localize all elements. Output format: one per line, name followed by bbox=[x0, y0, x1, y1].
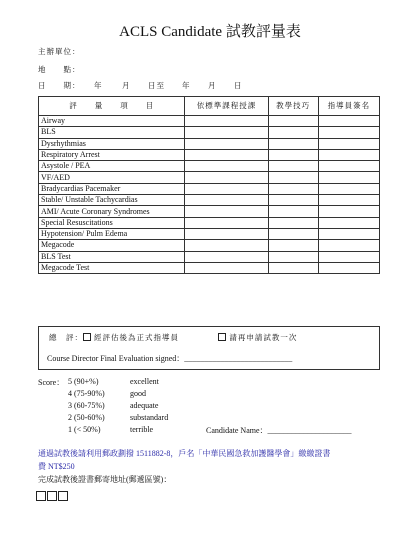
table-row bbox=[39, 138, 380, 149]
date-day-start: 日至 bbox=[148, 81, 165, 90]
row-item-label: Hypotension/ Pulm Edema bbox=[39, 228, 185, 239]
row-item-label: BLS Test bbox=[39, 251, 185, 262]
header-item: 評 量 項 目 bbox=[39, 97, 185, 116]
standard-cell[interactable] bbox=[185, 127, 268, 138]
row-item-label: Stable/ Unstable Tachycardias bbox=[39, 195, 185, 206]
postal-box-3[interactable] bbox=[58, 491, 68, 501]
postal-code-boxes[interactable] bbox=[36, 486, 69, 505]
score-range: 3 (60-75%) bbox=[68, 401, 105, 410]
score-range: 5 (90+%) bbox=[68, 377, 99, 386]
row-item-label: Bradycardias Pacemaker bbox=[39, 183, 185, 194]
table-row bbox=[39, 127, 380, 138]
postal-box-1[interactable] bbox=[36, 491, 46, 501]
score-desc: good bbox=[130, 389, 146, 398]
table-row bbox=[39, 217, 380, 228]
skill-cell[interactable] bbox=[268, 183, 318, 194]
signature-cell[interactable] bbox=[318, 217, 379, 228]
standard-cell[interactable] bbox=[185, 172, 268, 183]
table-row bbox=[39, 183, 380, 194]
table-row bbox=[39, 172, 380, 183]
score-range: 4 (75-90%) bbox=[68, 389, 105, 398]
standard-cell[interactable] bbox=[185, 116, 268, 127]
retry-checkbox[interactable] bbox=[218, 333, 226, 341]
signature-cell[interactable] bbox=[318, 116, 379, 127]
signature-cell[interactable] bbox=[318, 138, 379, 149]
final-evaluation-box bbox=[38, 326, 380, 370]
score-desc: excellent bbox=[130, 377, 159, 386]
pass-label: 經評估後為正式指導員 bbox=[94, 333, 179, 342]
skill-cell[interactable] bbox=[268, 217, 318, 228]
skill-cell[interactable] bbox=[268, 251, 318, 262]
signature-cell[interactable] bbox=[318, 172, 379, 183]
table-row bbox=[39, 161, 380, 172]
standard-cell[interactable] bbox=[185, 228, 268, 239]
standard-cell[interactable] bbox=[185, 138, 268, 149]
date-label: 日 期： bbox=[38, 81, 81, 90]
standard-cell[interactable] bbox=[185, 217, 268, 228]
standard-cell[interactable] bbox=[185, 240, 268, 251]
score-range: 2 (50-60%) bbox=[68, 413, 105, 422]
signature-cell[interactable] bbox=[318, 149, 379, 160]
table-row bbox=[39, 206, 380, 217]
date-month-end: 月 bbox=[208, 81, 217, 90]
header-skill: 教學技巧 bbox=[268, 97, 318, 116]
standard-cell[interactable] bbox=[185, 195, 268, 206]
signature-cell[interactable] bbox=[318, 251, 379, 262]
payment-notice-line1: 通過試教後請利用郵政劃撥 1511882-8，戶名「中華民國急救加護醫學會」繳繳證書 bbox=[38, 449, 331, 458]
postal-box-2[interactable] bbox=[47, 491, 57, 501]
table-row bbox=[39, 240, 380, 251]
payment-notice-line2: 費 NT$250 bbox=[38, 462, 75, 471]
evaluation-label: 總 評： bbox=[49, 333, 83, 342]
table-row bbox=[39, 116, 380, 127]
signature-cell[interactable] bbox=[318, 161, 379, 172]
skill-cell[interactable] bbox=[268, 262, 318, 273]
standard-cell[interactable] bbox=[185, 161, 268, 172]
skill-cell[interactable] bbox=[268, 161, 318, 172]
signature-cell[interactable] bbox=[318, 206, 379, 217]
organizer-text: 主辦單位： bbox=[38, 47, 81, 56]
signature-cell[interactable] bbox=[318, 195, 379, 206]
table-row bbox=[39, 228, 380, 239]
skill-cell[interactable] bbox=[268, 228, 318, 239]
evaluation-table bbox=[38, 96, 380, 274]
table-row bbox=[39, 195, 380, 206]
row-item-label: Airway bbox=[39, 116, 185, 127]
standard-cell[interactable] bbox=[185, 149, 268, 160]
signature-cell[interactable] bbox=[318, 127, 379, 138]
row-item-label: Dysrhythmias bbox=[39, 138, 185, 149]
pass-checkbox[interactable] bbox=[83, 333, 91, 341]
date-year-end: 年 bbox=[182, 81, 191, 90]
row-item-label: Megacode bbox=[39, 240, 185, 251]
row-item-label: Megacode Test bbox=[39, 262, 185, 273]
table-row bbox=[39, 251, 380, 262]
skill-cell[interactable] bbox=[268, 172, 318, 183]
address-label: 完成試教後證書郵寄地址(郵遞區號)： bbox=[38, 475, 172, 484]
date-year-start: 年 bbox=[94, 81, 103, 90]
standard-cell[interactable] bbox=[185, 183, 268, 194]
table-row bbox=[39, 149, 380, 160]
standard-cell[interactable] bbox=[185, 206, 268, 217]
retry-label: 請再申請試教一次 bbox=[229, 333, 298, 342]
skill-cell[interactable] bbox=[268, 138, 318, 149]
row-item-label: Respiratory Arrest bbox=[39, 149, 185, 160]
row-item-label: AMI/ Acute Coronary Syndromes bbox=[39, 206, 185, 217]
skill-cell[interactable] bbox=[268, 195, 318, 206]
skill-cell[interactable] bbox=[268, 206, 318, 217]
score-range: 1 (< 50%) bbox=[68, 425, 101, 434]
signature-cell[interactable] bbox=[318, 183, 379, 194]
score-desc: adequate bbox=[130, 401, 159, 410]
header-standard: 依標準課程授課 bbox=[185, 97, 268, 116]
evaluation-options bbox=[49, 332, 297, 343]
standard-cell[interactable] bbox=[185, 251, 268, 262]
location-text: 地 點： bbox=[38, 65, 81, 74]
score-desc: terrible bbox=[130, 425, 154, 434]
table-row bbox=[39, 262, 380, 273]
standard-cell[interactable] bbox=[185, 262, 268, 273]
skill-cell[interactable] bbox=[268, 240, 318, 251]
signature-cell[interactable] bbox=[318, 228, 379, 239]
skill-cell[interactable] bbox=[268, 116, 318, 127]
date-month-start: 月 bbox=[122, 81, 131, 90]
skill-cell[interactable] bbox=[268, 127, 318, 138]
header-signature: 指導員簽名 bbox=[318, 97, 379, 116]
page-title: ACLS Candidate 試教評量表 bbox=[119, 24, 301, 40]
score-desc: substandard bbox=[130, 413, 169, 422]
score-label: Score： bbox=[38, 378, 65, 387]
signature-cell[interactable] bbox=[318, 262, 379, 273]
candidate-name-line: Candidate Name：_____________________ bbox=[206, 426, 352, 435]
table-header-row bbox=[39, 97, 380, 116]
signature-cell[interactable] bbox=[318, 240, 379, 251]
row-item-label: Asystole / PEA bbox=[39, 161, 185, 172]
skill-cell[interactable] bbox=[268, 149, 318, 160]
director-signature-line: Course Director Final Evaluation signed：___________________________ bbox=[47, 354, 293, 363]
row-item-label: VF/AED bbox=[39, 172, 185, 183]
date-day-end: 日 bbox=[234, 81, 243, 90]
row-item-label: Special Resuscitations bbox=[39, 217, 185, 228]
row-item-label: BLS bbox=[39, 127, 185, 138]
